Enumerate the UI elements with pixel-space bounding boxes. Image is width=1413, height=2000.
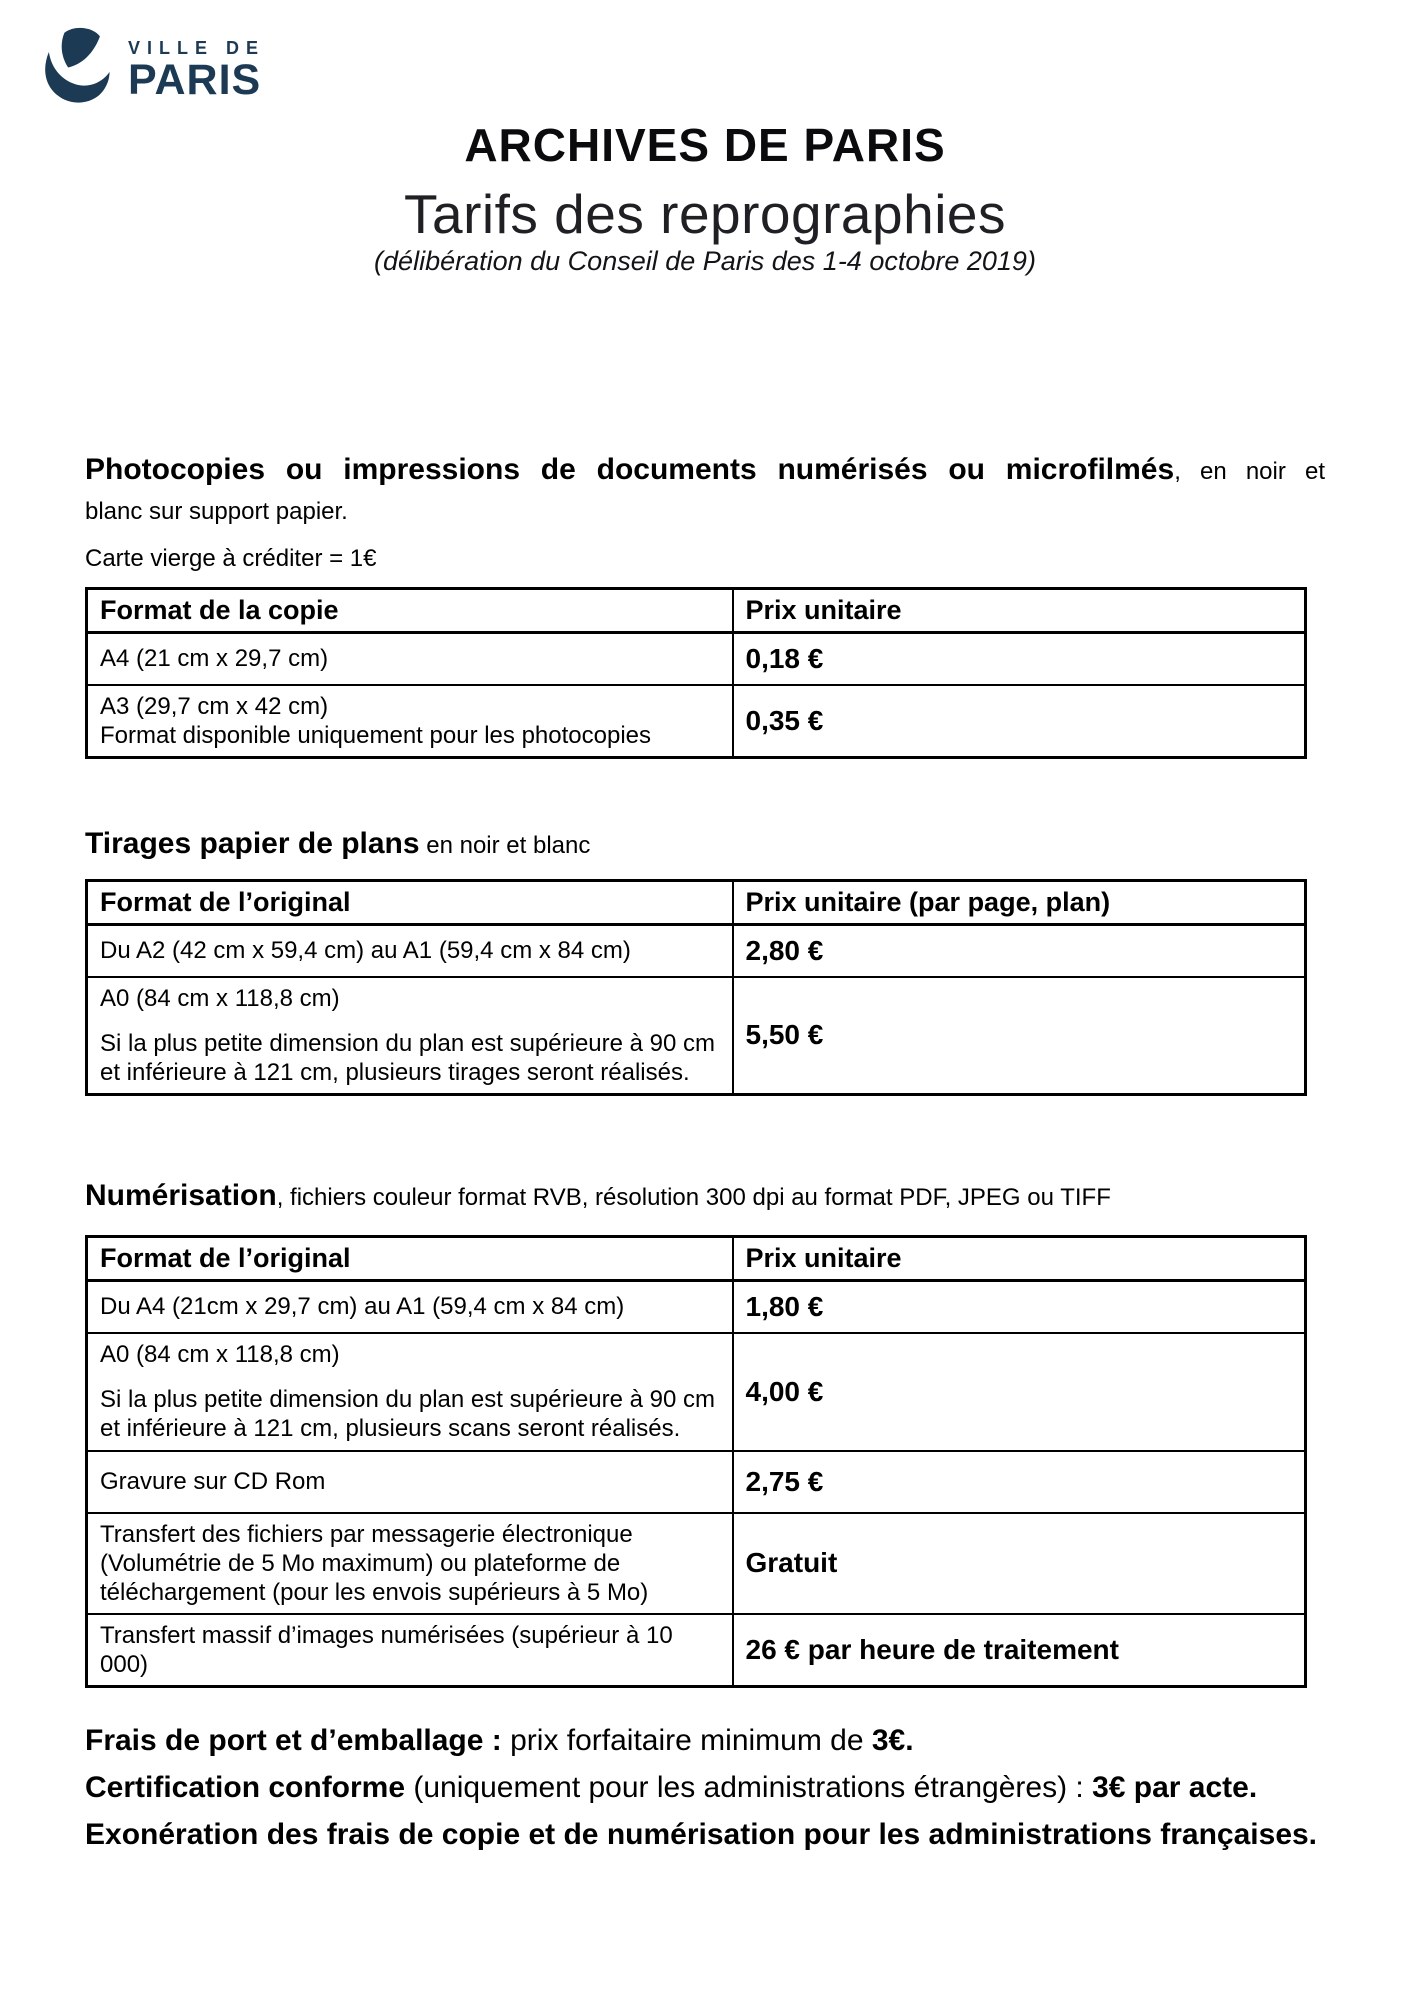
heading-regular-text: , en noir et [1174, 458, 1325, 485]
price-cell: 0,18 € [733, 633, 1306, 685]
numerisation-pricing-table [85, 1235, 1307, 1688]
format-cell: Gravure sur CD Rom [87, 1451, 733, 1513]
page-subtitle: Tarifs des reprographies [403, 183, 1006, 245]
section-photocopies-heading [85, 450, 1325, 529]
carte-vierge-note: Carte vierge à créditer = 1€ [85, 545, 377, 572]
table-header-row [87, 1237, 1306, 1281]
section-photocopies [85, 450, 1325, 759]
format-cell: A0 (84 cm x 118,8 cm) Si la plus petite dimension du plan est supérieure à 90 cm et inférieure à 121 cm, plusieurs tirages seront réalisés. [87, 977, 733, 1095]
price-cell: 1,80 € [733, 1281, 1306, 1333]
ville-de-paris-logo [40, 26, 265, 111]
heading-bold-text: Tirages papier de plans [85, 827, 420, 860]
page-title: ARCHIVES DE PARIS [464, 119, 946, 171]
heading-regular-text: en noir et blanc [419, 832, 591, 859]
format-cell: Du A2 (42 cm x 59,4 cm) au A1 (59,4 cm x 84 cm) [87, 925, 733, 977]
footer-notes [85, 1722, 1325, 1854]
table-header-row [87, 589, 1306, 633]
format-cell: Transfert massif d’images numérisées (supérieur à 10 000) [87, 1614, 733, 1687]
section-tirages-plans [85, 824, 1325, 1096]
column-header-price: Prix unitaire [733, 589, 1306, 633]
table-row [87, 1451, 1306, 1513]
section-heading-line-2: blanc sur support papier. [85, 498, 348, 525]
table-row [87, 1614, 1306, 1687]
price-cell: Gratuit [733, 1513, 1306, 1614]
format-cell: A4 (21 cm x 29,7 cm) [87, 633, 733, 685]
subtitle-deliberation-note: (délibération du Conseil de Paris des 1-4 octobre 2019) [374, 246, 1036, 276]
price-cell: 26 € par heure de traitement [733, 1614, 1306, 1687]
exoneration-note: Exonération des frais de copie et de numérisation pour les administrations françaises. [85, 1818, 1318, 1851]
tirages-pricing-table [85, 879, 1307, 1096]
section-tirages-heading [85, 824, 1325, 869]
price-cell: 4,00 € [733, 1333, 1306, 1451]
heading-regular-text: , fichiers couleur format RVB, résolution 300 dpi au format PDF, JPEG ou TIFF [276, 1184, 1111, 1211]
column-header-format: Format de l’original [87, 881, 733, 925]
column-header-price: Prix unitaire (par page, plan) [733, 881, 1306, 925]
format-cell: Transfert des fichiers par messagerie électronique (Volumétrie de 5 Mo maximum) ou plateforme de téléchargement (pour les envois supérieurs à 5 Mo) [87, 1513, 733, 1614]
photocopies-pricing-table [85, 587, 1307, 759]
heading-bold-text: Numérisation [85, 1179, 277, 1212]
sailboat-icon [40, 26, 114, 111]
column-header-price: Prix unitaire [733, 1237, 1306, 1281]
format-cell: A0 (84 cm x 118,8 cm) Si la plus petite dimension du plan est supérieure à 90 cm et inférieure à 121 cm, plusieurs scans seront réalisés. [87, 1333, 733, 1451]
section-numerisation-heading [85, 1176, 1325, 1221]
heading-bold-text: Photocopies ou impressions de documents numérisés ou microfilmés [85, 453, 1175, 486]
logo-wordmark [128, 37, 266, 104]
column-header-format: Format de l’original [87, 1237, 733, 1281]
logo-ville-de: VILLE DE [128, 37, 266, 58]
table-row [87, 977, 1306, 1095]
table-header-row [87, 881, 1306, 925]
frais-de-port-note: Frais de port et d’emballage : prix forfaitaire minimum de 3€. [85, 1724, 914, 1757]
price-cell: 5,50 € [733, 977, 1306, 1095]
table-row [87, 1333, 1306, 1451]
certification-conforme-note: Certification conforme (uniquement pour les administrations étrangères) : 3€ par acte. [85, 1771, 1258, 1804]
table-row [87, 633, 1306, 685]
price-cell: 0,35 € [733, 685, 1306, 758]
price-cell: 2,80 € [733, 925, 1306, 977]
section-heading-line-1 [85, 450, 1325, 495]
section-numerisation [85, 1176, 1325, 1688]
table-row [87, 925, 1306, 977]
logo-paris: PARIS [128, 55, 262, 104]
price-cell: 2,75 € [733, 1451, 1306, 1513]
format-cell: A3 (29,7 cm x 42 cm) Format disponible uniquement pour les photocopies [87, 685, 733, 758]
format-cell: Du A4 (21cm x 29,7 cm) au A1 (59,4 cm x 84 cm) [87, 1281, 733, 1333]
table-row [87, 685, 1306, 758]
table-row [87, 1281, 1306, 1333]
table-row [87, 1513, 1306, 1614]
column-header-format: Format de la copie [87, 589, 733, 633]
